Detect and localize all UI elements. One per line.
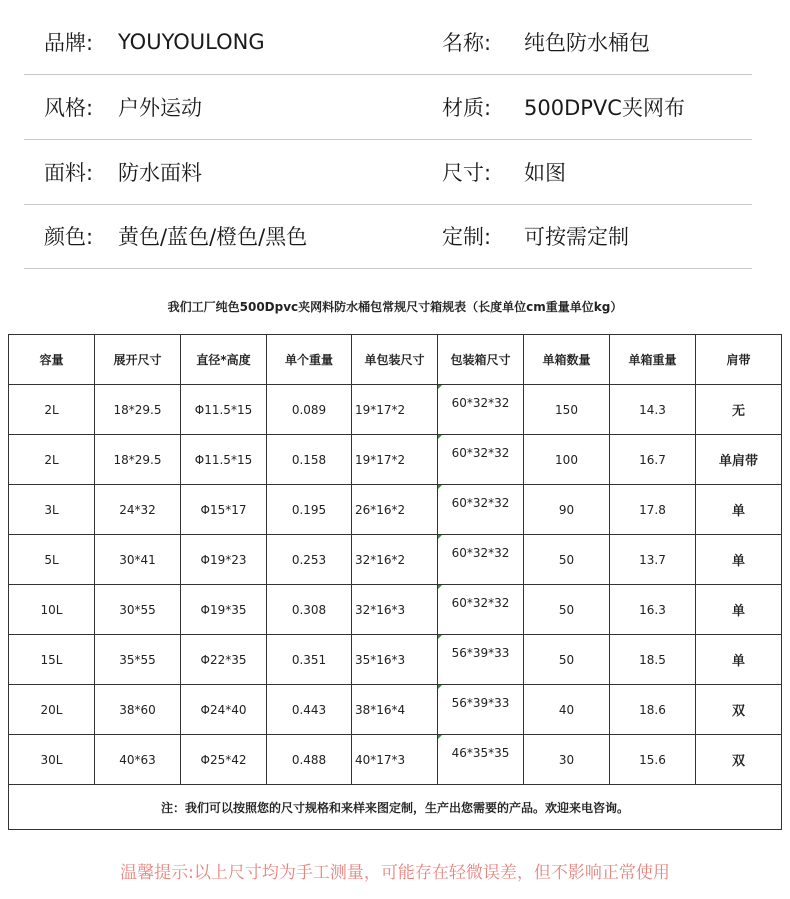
header-cell: 肩带: [726, 353, 751, 367]
table-cell: 单: [731, 554, 745, 569]
header-cell: 容量: [9, 335, 95, 384]
header-cell: 单个重量: [267, 335, 352, 384]
table-cell: 0.308: [267, 585, 352, 634]
table-cell: 16.3: [610, 585, 696, 634]
spec-label: 尺寸:: [442, 161, 492, 185]
spec-value: 防水面料: [118, 161, 202, 185]
table-cell-text: 56*39*33: [451, 696, 510, 710]
table-cell: [438, 485, 524, 534]
spec-label: 材质:: [442, 96, 492, 120]
table-header-row: [9, 335, 781, 385]
table-note: 注：我们可以按照您的尺寸规格和来样来图定制，生产出您需要的产品。欢迎来电咨询。: [160, 800, 629, 815]
table-cell-text: 46*35*35: [451, 746, 510, 760]
table-cell: [438, 385, 524, 434]
table-cell-text: 60*32*32: [451, 546, 510, 560]
table-row: [9, 735, 781, 785]
corner-mark: [438, 735, 442, 739]
table-cell-text: 56*39*33: [451, 646, 510, 660]
spec-row-brand: [24, 10, 752, 75]
spec-value: 户外运动: [118, 96, 202, 120]
table-cell: 3L: [9, 485, 95, 534]
spec-label: 风格:: [44, 96, 94, 120]
table-cell: 35*55: [95, 635, 181, 684]
table-cell: Φ15*17: [181, 485, 267, 534]
header-cell: 直径*高度: [181, 335, 267, 384]
table-row: [9, 535, 781, 585]
table-cell: 100: [524, 435, 610, 484]
table-cell: 19*17*2: [352, 385, 438, 434]
table-cell: Φ19*35: [181, 585, 267, 634]
table-cell: 单: [731, 604, 745, 619]
table-cell: 20L: [9, 685, 95, 734]
header-cell: 单箱重量: [610, 335, 696, 384]
table-cell: 2L: [9, 435, 95, 484]
header-cell: 包装箱尺寸: [438, 335, 524, 384]
corner-mark: [438, 535, 442, 539]
table-cell: 26*16*2: [352, 485, 438, 534]
table-cell: 40*17*3: [352, 735, 438, 784]
table-cell-text: 60*32*32: [451, 496, 510, 510]
table-cell: [438, 735, 524, 784]
table-row: [9, 385, 781, 435]
table-cell: Φ11.5*15: [181, 385, 267, 434]
spec-label: 定制:: [442, 225, 492, 249]
table-cell: 40: [524, 685, 610, 734]
table-cell: 0.351: [267, 635, 352, 684]
table-cell-text: 60*32*32: [451, 596, 510, 610]
table-cell: 0.089: [267, 385, 352, 434]
table-cell-text: 60*32*32: [451, 446, 510, 460]
table-cell: 单肩带: [718, 454, 758, 469]
spec-value: 500DPVC夹网布: [524, 96, 685, 120]
table-cell: 17.8: [610, 485, 696, 534]
spec-row-style: [24, 75, 752, 140]
spec-row-fabric: [24, 140, 752, 205]
table-cell: 30*41: [95, 535, 181, 584]
spec-value: YOUYOULONG: [118, 30, 265, 54]
table-row: [9, 485, 781, 535]
table-cell: 50: [524, 635, 610, 684]
corner-mark: [438, 385, 442, 389]
table-cell: Φ24*40: [181, 685, 267, 734]
spec-label: 品牌:: [44, 31, 94, 55]
corner-mark: [438, 435, 442, 439]
table-title: 我们工厂纯色500Dpvc夹网料防水桶包常规尺寸箱规表（长度单位cm重量单位kg）: [167, 300, 623, 314]
table-cell: 50: [524, 585, 610, 634]
table-cell: 0.443: [267, 685, 352, 734]
spec-value: 纯色防水桶包: [524, 31, 650, 55]
table-cell: 32*16*2: [352, 535, 438, 584]
table-cell: 0.195: [267, 485, 352, 534]
table-cell: 38*60: [95, 685, 181, 734]
table-cell: [438, 685, 524, 734]
table-cell: 双: [731, 754, 745, 769]
table-cell: 2L: [9, 385, 95, 434]
table-cell: 0.253: [267, 535, 352, 584]
table-cell: 30: [524, 735, 610, 784]
table-cell: 38*16*4: [352, 685, 438, 734]
table-cell: 90: [524, 485, 610, 534]
table-row: [9, 435, 781, 485]
table-cell: 0.488: [267, 735, 352, 784]
table-cell: 35*16*3: [352, 635, 438, 684]
table-cell: 15L: [9, 635, 95, 684]
table-row: [9, 585, 781, 635]
table-cell: Φ25*42: [181, 735, 267, 784]
table-cell: Φ11.5*15: [181, 435, 267, 484]
table-cell: 24*32: [95, 485, 181, 534]
table-cell: 40*63: [95, 735, 181, 784]
corner-mark: [438, 585, 442, 589]
table-cell: 单: [731, 654, 745, 669]
table-cell: 30L: [9, 735, 95, 784]
table-cell: 单: [731, 504, 745, 519]
size-table: [8, 334, 782, 830]
table-cell: 18.6: [610, 685, 696, 734]
table-cell: 18*29.5: [95, 435, 181, 484]
table-cell: 无: [731, 404, 745, 419]
table-cell: 50: [524, 535, 610, 584]
table-cell: 32*16*3: [352, 585, 438, 634]
table-cell: 10L: [9, 585, 95, 634]
spec-value: 如图: [524, 161, 566, 185]
table-cell: 150: [524, 385, 610, 434]
table-cell: 13.7: [610, 535, 696, 584]
table-cell: [438, 635, 524, 684]
table-cell: [438, 435, 524, 484]
corner-mark: [438, 635, 442, 639]
spec-value: 黄色/蓝色/橙色/黑色: [118, 225, 308, 249]
spec-label: 颜色:: [44, 225, 94, 249]
table-cell: 30*55: [95, 585, 181, 634]
header-cell: 单箱数量: [524, 335, 610, 384]
table-cell: [438, 585, 524, 634]
table-cell: 16.7: [610, 435, 696, 484]
table-row: [9, 635, 781, 685]
table-row: [9, 685, 781, 735]
table-cell: 18*29.5: [95, 385, 181, 434]
header-cell: 展开尺寸: [95, 335, 181, 384]
table-cell: 15.6: [610, 735, 696, 784]
table-cell: 0.158: [267, 435, 352, 484]
spec-label: 名称:: [442, 31, 492, 55]
corner-mark: [438, 485, 442, 489]
table-cell: 5L: [9, 535, 95, 584]
spec-value: 可按需定制: [524, 225, 629, 249]
table-cell: 14.3: [610, 385, 696, 434]
table-cell: 19*17*2: [352, 435, 438, 484]
spec-label: 面料:: [44, 161, 94, 185]
table-cell: Φ22*35: [181, 635, 267, 684]
table-cell-text: 60*32*32: [451, 396, 510, 410]
corner-mark: [438, 685, 442, 689]
spec-row-color: [24, 204, 752, 269]
table-cell: Φ19*23: [181, 535, 267, 584]
table-cell: 双: [731, 704, 745, 719]
header-cell: 单包装尺寸: [352, 335, 438, 384]
measurement-warning: 温馨提示:以上尺寸均为手工测量，可能存在轻微误差，但不影响正常使用: [120, 863, 670, 883]
table-cell: [438, 535, 524, 584]
table-cell: 18.5: [610, 635, 696, 684]
